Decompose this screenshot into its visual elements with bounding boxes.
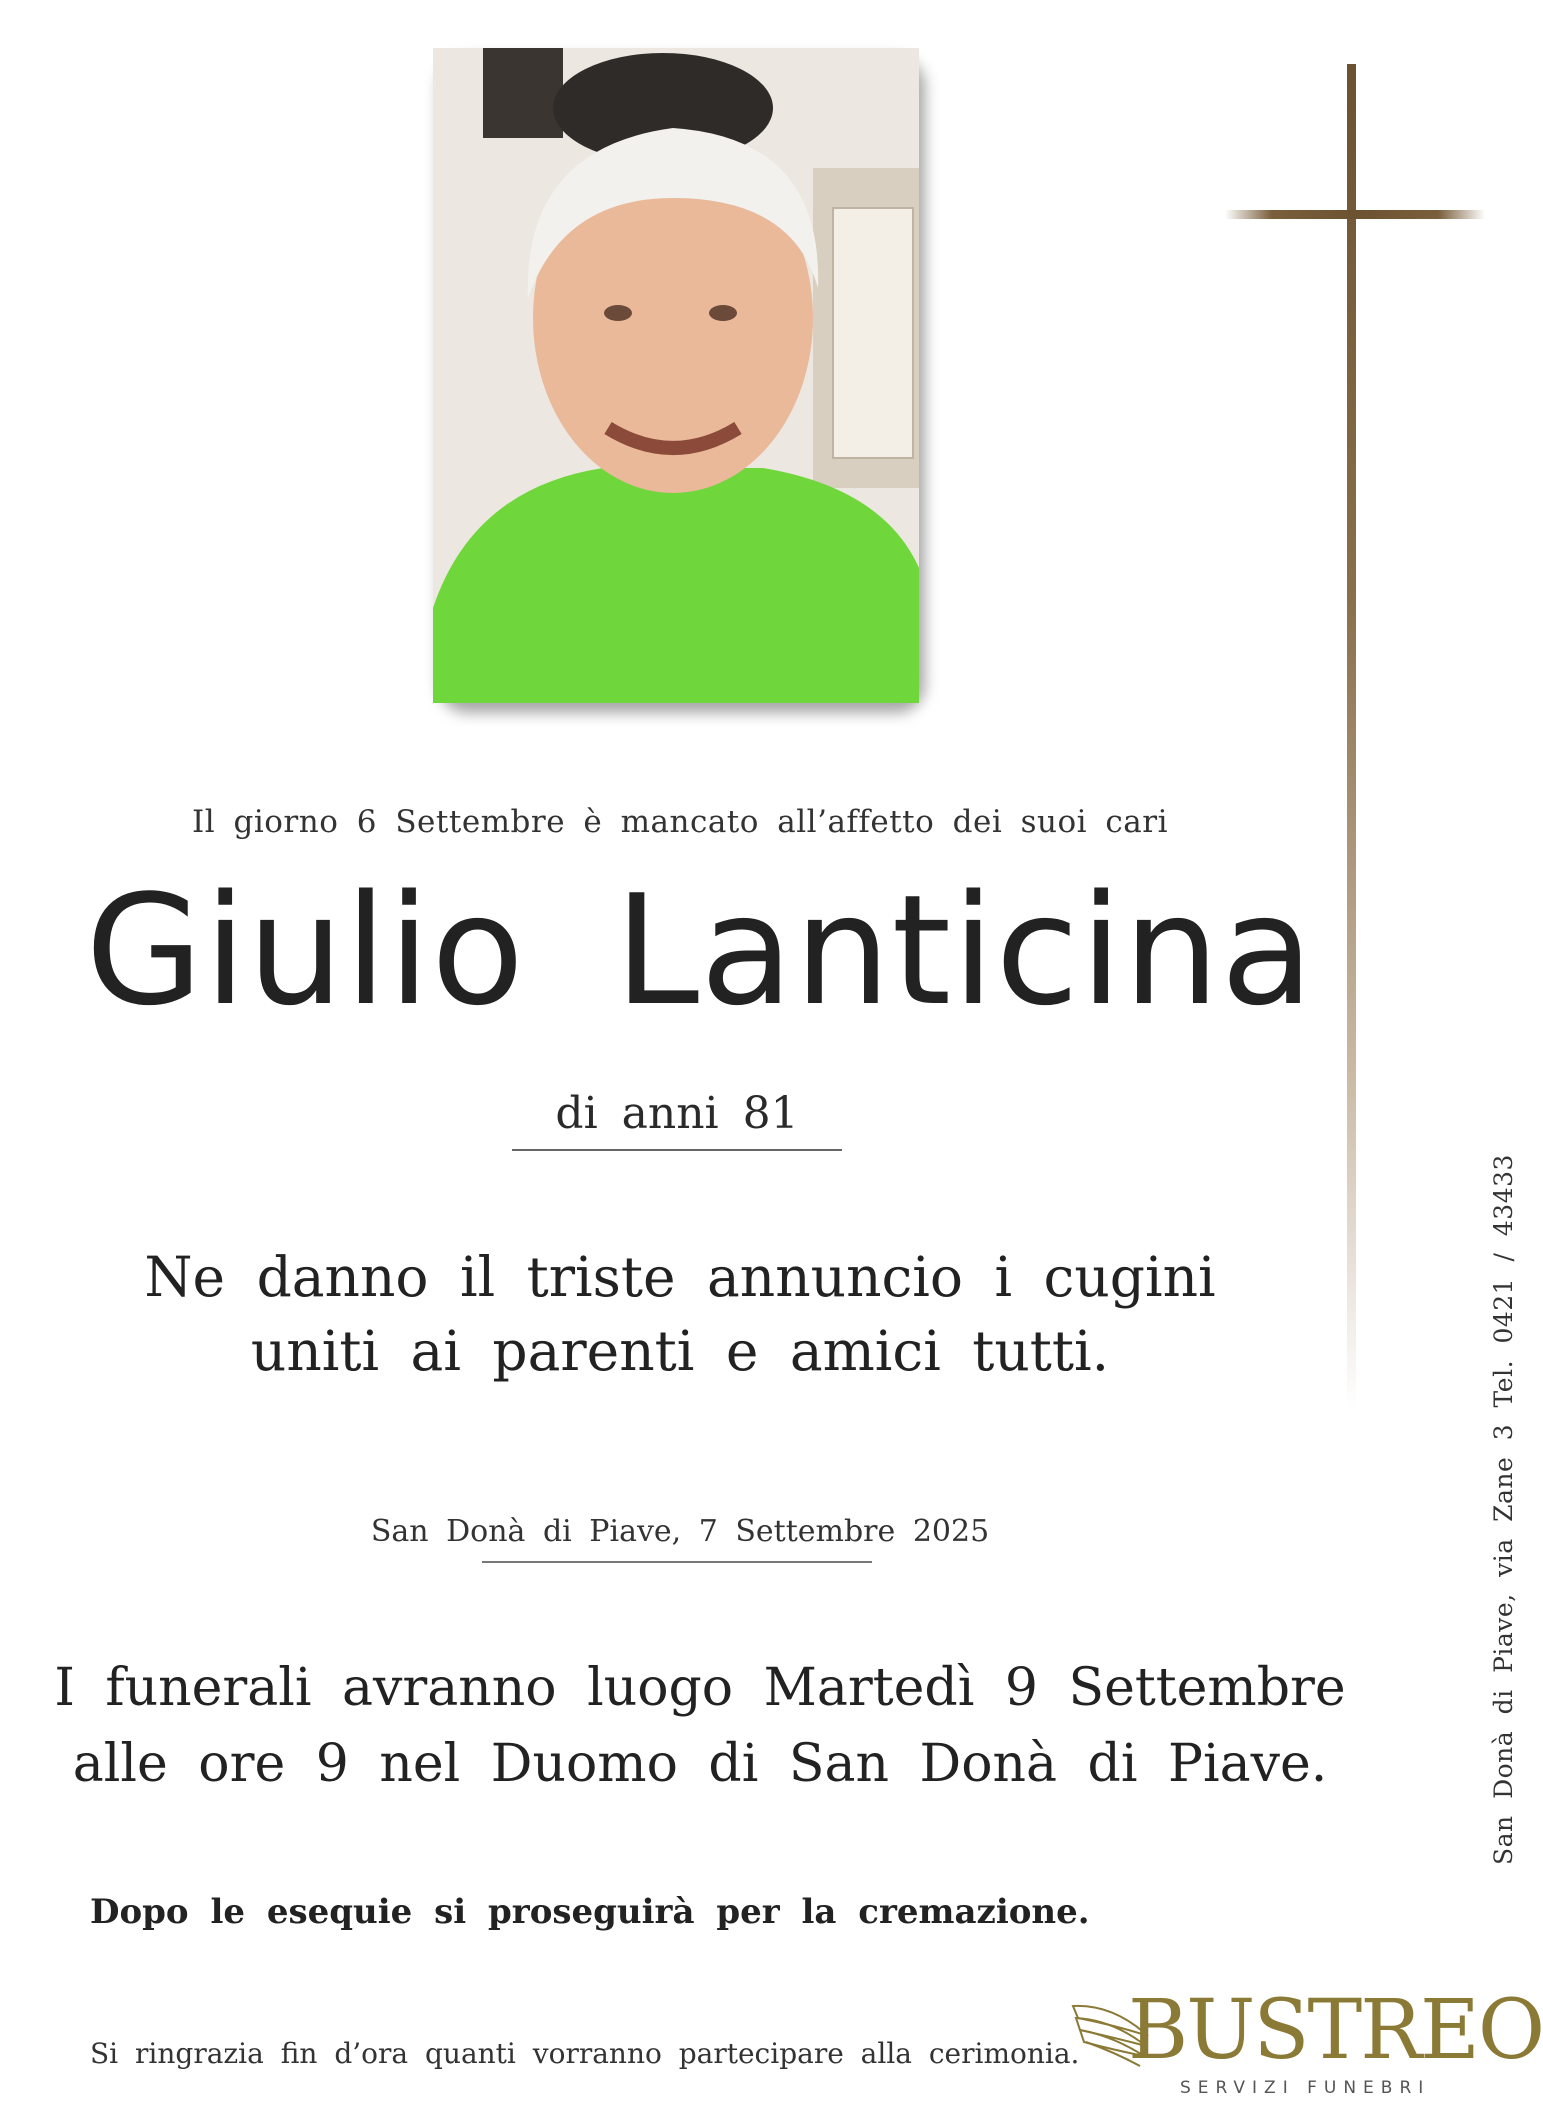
- deceased-name: Giulio Lanticina: [85, 862, 1315, 1039]
- thanks-note: Si ringrazia fin d’ora quanti vorranno partecipare alla cerimonia.: [90, 2037, 1080, 2070]
- announcement: [120, 1240, 1240, 1388]
- announcement-line-2: uniti ai parenti e amici tutti.: [250, 1319, 1110, 1383]
- cross-vertical-bar: [1347, 64, 1356, 1409]
- funeral-line-1: I funerali avranno luogo Martedì 9 Settembre: [54, 1658, 1346, 1718]
- bustreo-logo: [1068, 1983, 1543, 2100]
- contact-info: San Donà di Piave, via Zane 3 Tel. 0421 / 43433: [1489, 1154, 1518, 1865]
- logo-name: BUSTREO: [1128, 1983, 1543, 2078]
- place-divider: [482, 1561, 872, 1563]
- age-divider: [512, 1149, 842, 1151]
- age-text: di anni 81: [555, 1088, 799, 1139]
- cremation-note: Dopo le esequie si proseguirà per la cremazione.: [90, 1892, 1090, 1932]
- intro-text: Il giorno 6 Settembre è mancato all’affetto dei suoi cari: [192, 804, 1168, 840]
- funeral-details: [40, 1650, 1360, 1802]
- announcement-line-1: Ne danno il triste annuncio i cugini: [144, 1245, 1216, 1309]
- logo-subtitle: SERVIZI FUNEBRI: [1180, 2078, 1431, 2098]
- place-date: San Donà di Piave, 7 Settembre 2025: [370, 1514, 990, 1549]
- funeral-line-2: alle ore 9 nel Duomo di San Donà di Piave.: [72, 1734, 1328, 1794]
- portrait-photo: [433, 48, 919, 703]
- cross-horizontal-bar: [1225, 210, 1485, 219]
